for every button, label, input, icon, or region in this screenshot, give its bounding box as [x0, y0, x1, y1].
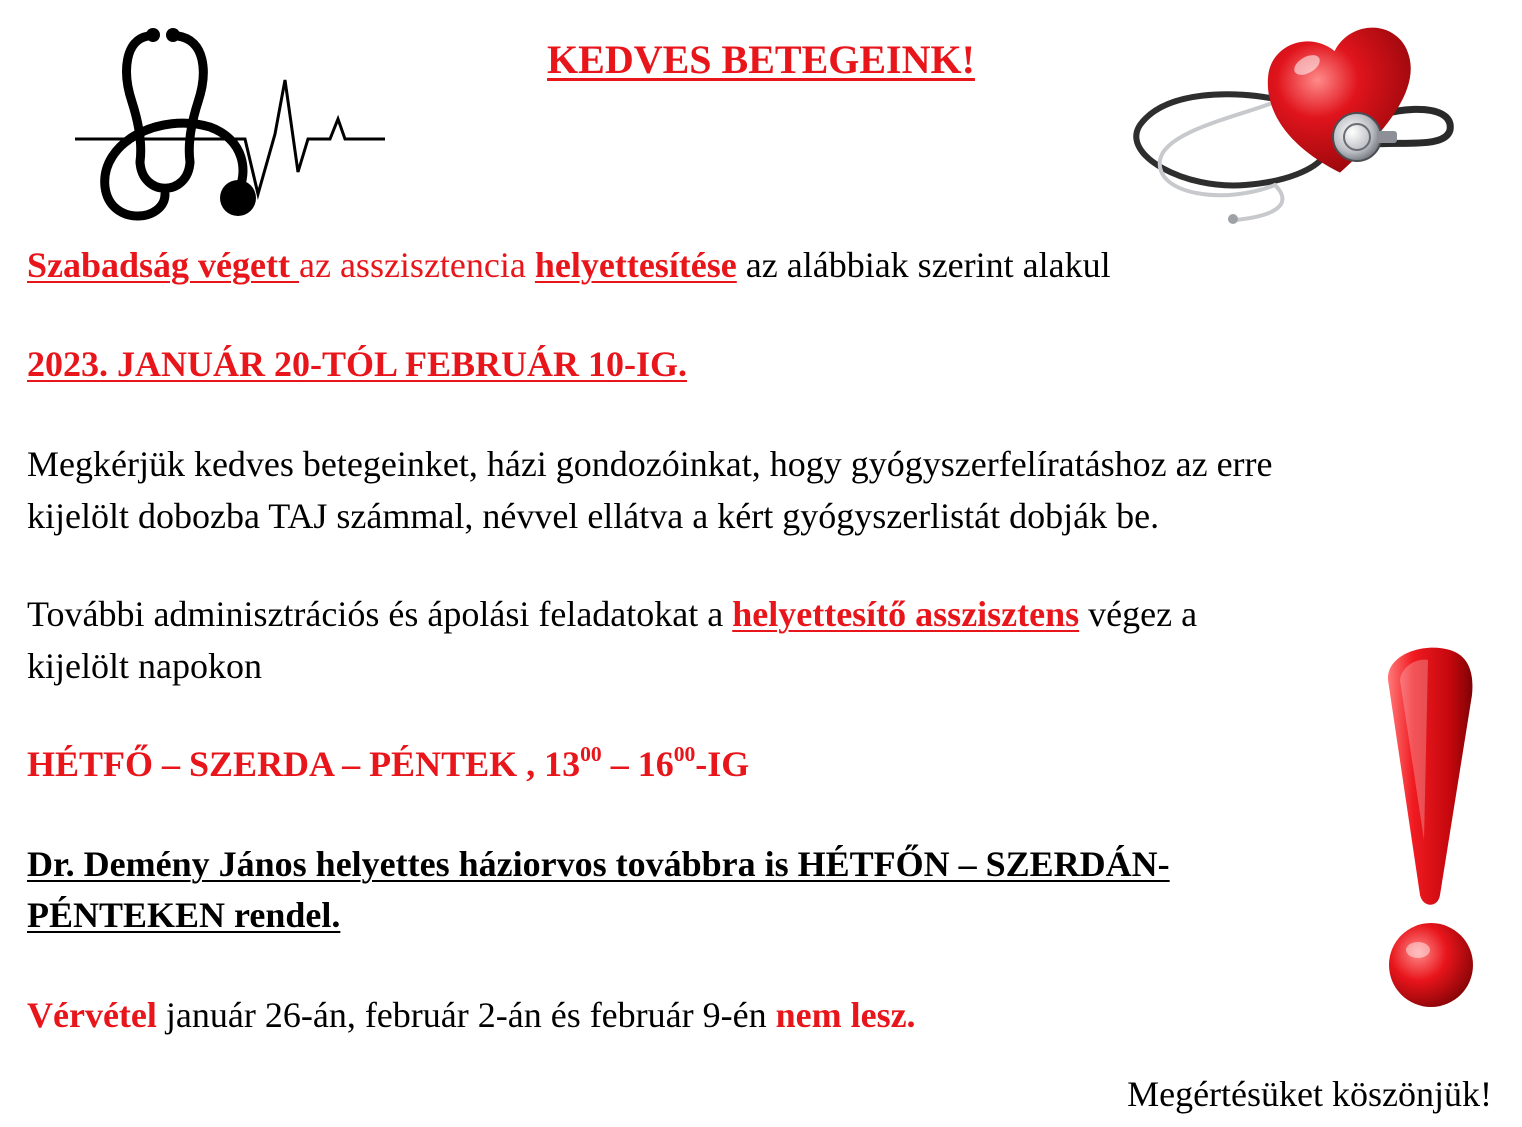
schedule-line — [27, 742, 749, 786]
page-title: KEDVES BETEGEINK! — [547, 37, 975, 82]
schedule-end: -IG — [695, 744, 750, 784]
admin-line-1 — [27, 592, 1197, 636]
intro-text-rest: az alábbiak szerint alakul — [736, 245, 1111, 285]
doctor-line-1: Dr. Demény János helyettes háziorvos továbbra is HÉTFŐN – SZERDÁN- — [27, 844, 1170, 884]
blood-draw-dates: január 26-án, február 2-án és február 9-én — [156, 995, 776, 1035]
admin-highlight-assistant: helyettesítő asszisztens — [732, 594, 1080, 634]
request-line-1: Megkérjük kedves betegeinket, házi gondozóinkat, hogy gyógyszerfelíratáshoz az erre — [27, 444, 1273, 484]
intro-highlight-vacation: Szabadság végett — [27, 245, 299, 285]
blood-draw-status: nem lesz. — [775, 995, 916, 1035]
intro-text-assistance: az asszisztencia — [299, 245, 535, 285]
intro-highlight-substitution: helyettesítése — [534, 245, 737, 285]
exclamation-mark-icon — [1378, 640, 1483, 1020]
request-line-2: kijelölt dobozba TAJ számmal, névvel ellátva a kért gyógyszerlistát dobják be. — [27, 496, 1160, 536]
admin-line-2: kijelölt napokon — [27, 646, 262, 686]
blood-draw-line — [27, 993, 916, 1037]
admin-text-end: végez a — [1079, 594, 1198, 634]
blood-draw-label: Vérvétel — [27, 995, 157, 1035]
schedule-sup-end: 00 — [673, 741, 696, 766]
schedule-days: HÉTFŐ – SZERDA – PÉNTEK , 13 — [27, 744, 581, 784]
period-line: 2023. JANUÁR 20-TÓL FEBRUÁR 10-IG. — [27, 344, 688, 384]
admin-text: További adminisztrációs és ápolási feladatokat a — [27, 594, 733, 634]
schedule-mid: – 16 — [601, 744, 674, 784]
schedule-sup-start: 00 — [580, 741, 602, 766]
intro-line — [27, 243, 1111, 287]
doctor-line-2: PÉNTEKEN rendel. — [27, 895, 341, 935]
thanks-text: Megértésüket köszönjük! — [1127, 1074, 1492, 1114]
